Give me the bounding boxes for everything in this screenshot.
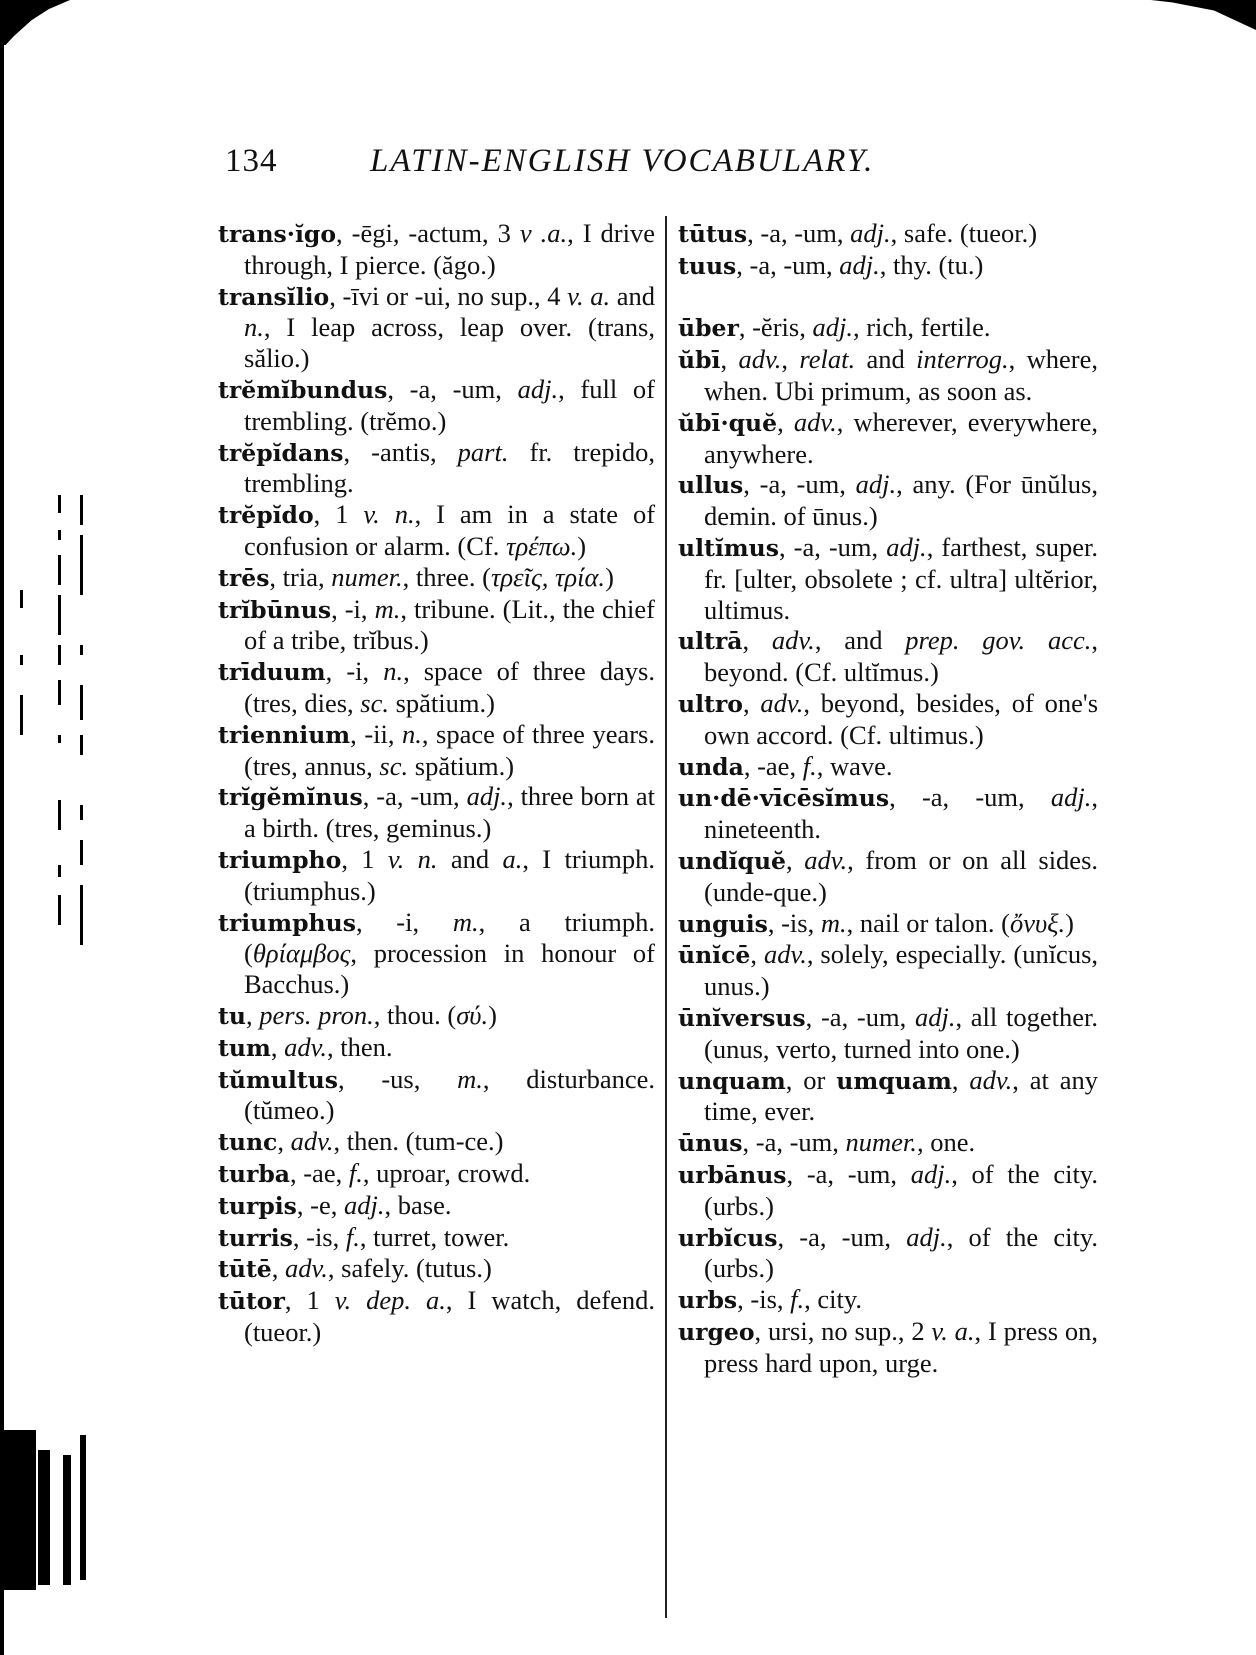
dictionary-entry [678, 751, 1098, 783]
definition-text: , tria, [269, 561, 332, 592]
headword: turba [218, 1159, 290, 1188]
definition-text: , -is, [292, 1221, 346, 1252]
grammar-abbrev: adj. [914, 1001, 956, 1032]
definition-text: , [781, 344, 800, 375]
dictionary-entry [678, 218, 1098, 250]
grammar-abbrev: f. [345, 1221, 360, 1252]
dictionary-entry [218, 281, 655, 374]
headword: trĭgĕmĭnus [218, 783, 363, 812]
column-divider [665, 216, 667, 1618]
running-title: LATIN-ENGLISH VOCABULARY. [370, 143, 875, 179]
grammar-abbrev: adj. [906, 1221, 947, 1252]
definition-text: , three born at a birth. (tres, geminus.) [244, 781, 655, 844]
left-column [218, 218, 655, 1348]
dictionary-entry [218, 656, 655, 719]
definition-text: , [245, 999, 260, 1030]
definition-text: , safely. (tutus.) [327, 1253, 492, 1284]
headword: triumpho [218, 845, 342, 874]
grammar-abbrev: τρεῖς, τρία. [490, 561, 606, 592]
right-column [678, 218, 1098, 1378]
headword: urbs [678, 1286, 738, 1315]
headword: tūtē [218, 1255, 272, 1284]
grammar-abbrev: τρέπω. [506, 530, 578, 561]
definition-text: , [720, 344, 739, 375]
headword: triumphus [218, 908, 356, 937]
dictionary-entry [678, 1159, 1098, 1222]
headword: ŭbī·quĕ [678, 408, 778, 437]
headword-variant: umquam [836, 1066, 952, 1095]
definition-text: , a triumph. ( [244, 906, 655, 969]
dictionary-entry [678, 688, 1098, 751]
dictionary-entry [218, 1032, 655, 1064]
definition-text: , -ae, [743, 750, 803, 781]
headword: urbānus [678, 1160, 787, 1189]
grammar-abbrev: adv. [793, 406, 837, 437]
headword: trīduum [218, 658, 326, 687]
definition-text: , -a, -um, [747, 218, 851, 248]
scan-edge-left [0, 40, 4, 1655]
grammar-abbrev: numer. [331, 561, 403, 592]
definition-text: , of the city. (urbs.) [704, 1221, 1099, 1284]
definition-text: , full of trembling. (trĕmo.) [244, 373, 655, 436]
dictionary-entry [678, 845, 1098, 908]
dictionary-entry [218, 907, 655, 1000]
definition-text: , [777, 406, 794, 437]
headword: undĭquĕ [678, 846, 786, 875]
definition-text: , -a, -um, [786, 1158, 911, 1189]
grammar-abbrev: interrog. [916, 344, 1009, 375]
definition-text: ) [1065, 907, 1074, 938]
grammar-abbrev: f. [348, 1157, 363, 1188]
definition-text: , -a, -um, [742, 1127, 846, 1158]
definition-text: , -i, [325, 656, 384, 687]
grammar-abbrev: adj. [855, 469, 897, 500]
dictionary-entry [218, 1126, 655, 1158]
dictionary-entry [678, 407, 1098, 470]
grammar-abbrev: v. a. [567, 280, 611, 311]
headword: unda [678, 752, 744, 781]
headword: ūber [678, 314, 739, 343]
bleed-through-marks [50, 495, 100, 955]
dictionary-entry [678, 1284, 1098, 1316]
definition-text: , one. [916, 1127, 976, 1158]
dictionary-entry [218, 218, 655, 281]
dictionary-entry [678, 782, 1098, 845]
dictionary-entry [218, 719, 655, 782]
dictionary-entry [218, 1253, 655, 1285]
definition-text: , wherever, everywhere, anywhere. [704, 406, 1098, 469]
grammar-abbrev: adv. [763, 939, 807, 970]
grammar-abbrev: v .a. [519, 218, 568, 248]
definition-text: and [437, 843, 503, 874]
definition-text: , -a, -um, [889, 782, 1051, 813]
grammar-abbrev: sc. [379, 750, 409, 781]
headword: ūnĭcē [678, 941, 751, 970]
definition-text: , I press on, press hard upon, urge. [704, 1315, 1098, 1378]
grammar-abbrev: m. [457, 1063, 483, 1094]
definition-text: , thou. ( [373, 999, 457, 1030]
scan-shadow-top-left [0, 0, 70, 45]
definition-text: , -i, [331, 593, 375, 624]
dictionary-entry [678, 1065, 1098, 1128]
grammar-abbrev: adj. [839, 249, 880, 280]
grammar-abbrev: pers. pron. [259, 999, 374, 1030]
headword: urbĭcus [678, 1223, 778, 1252]
definition-text: , -us, [338, 1063, 458, 1094]
definition-text: , city. [804, 1284, 863, 1315]
headword: ūnĭversus [678, 1003, 806, 1032]
grammar-abbrev: adv. [284, 1031, 327, 1062]
definition-text: , and [814, 625, 906, 656]
grammar-abbrev: adj. [886, 531, 927, 562]
definition-text: , -a, -um, [736, 249, 840, 280]
definition-text: , thy. (tu.) [879, 249, 984, 280]
definition-text: , [951, 1064, 970, 1095]
definition-text: spătium.) [408, 750, 515, 781]
headword: trēs [218, 563, 270, 592]
definition-text: ) [605, 561, 614, 592]
dictionary-entry [678, 1002, 1098, 1065]
grammar-abbrev: m. [452, 906, 479, 937]
headword: tuus [678, 251, 737, 280]
grammar-abbrev: n. [402, 718, 422, 749]
definition-text: , turret, tower. [359, 1221, 510, 1252]
dictionary-entry [218, 1190, 655, 1222]
definition-text: , I drive through, I pierce. (ăgo.) [244, 218, 656, 280]
grammar-abbrev: adv. [771, 625, 815, 656]
headword: unquam [678, 1066, 786, 1095]
headword: tum [218, 1033, 271, 1062]
dictionary-entry [218, 594, 655, 657]
grammar-abbrev: σύ. [456, 999, 489, 1030]
definition-text: , solely, especially. (unĭcus, unus.) [704, 939, 1099, 1002]
grammar-abbrev: adj. [517, 373, 559, 404]
headword: ultĭmus [678, 533, 779, 562]
definition-text: , uproar, crowd. [362, 1157, 531, 1188]
dictionary-entry [218, 374, 655, 437]
definition-text: , [750, 939, 764, 970]
grammar-abbrev: n. [244, 312, 264, 343]
headword: ultro [678, 689, 743, 718]
definition-text: , 1 [313, 499, 364, 530]
definition-text: , beyond, besides, of one's own accord. (Cf. ultimus.) [704, 687, 1099, 750]
definition-text: , -ae, [289, 1157, 349, 1188]
grammar-abbrev: adv. [804, 844, 848, 875]
grammar-abbrev: m. [820, 907, 847, 938]
grammar-abbrev: adj. [344, 1189, 385, 1220]
definition-text: , ursi, no sup., 2 [754, 1315, 932, 1346]
definition-text: , [786, 844, 805, 875]
definition-text: , then. (tum-ce.) [333, 1126, 504, 1157]
definition-text: , space of three days. (tres, dies, [244, 656, 655, 718]
dictionary-entry [678, 312, 1098, 344]
headword: ullus [678, 471, 744, 500]
definition-text: , space of three years. (tres, annus, [244, 718, 655, 781]
definition-text: , -a, -um, [778, 531, 887, 562]
definition-text: , [277, 1126, 291, 1157]
grammar-abbrev: ὄνυξ. [1010, 907, 1066, 938]
dictionary-entry [678, 1222, 1098, 1285]
definition-text: , [742, 687, 761, 718]
definition-text: , -a, -um, [387, 373, 518, 404]
grammar-abbrev: prep. gov. acc. [905, 625, 1092, 656]
definition-text: , -antis, [343, 436, 458, 467]
headword: trĕpĭdans [218, 438, 344, 467]
dictionary-entry [678, 908, 1098, 940]
dictionary-entry [218, 1222, 655, 1254]
definition-text: , disturbance. (tŭmeo.) [244, 1063, 656, 1126]
definition-text: , 1 [284, 1285, 335, 1316]
definition-text: , farthest, super. fr. [ulter, obsolete ; cf. ultra] ultĕrior, ultimus. [704, 531, 1098, 625]
grammar-abbrev: adj. [850, 218, 891, 248]
definition-text: , -ii, [350, 718, 403, 749]
grammar-abbrev: adv. [285, 1253, 328, 1284]
headword: trĕpĭdo [218, 501, 314, 530]
headword: transĭlio [218, 282, 330, 311]
headword: ultrā [678, 627, 743, 656]
headword: ūnus [678, 1129, 743, 1158]
definition-text: , [271, 1253, 285, 1284]
dictionary-entry [218, 844, 655, 907]
grammar-abbrev: θρίαμβος [252, 938, 351, 969]
dictionary-entry [678, 1316, 1098, 1379]
definition-text: , nail or talon. ( [846, 907, 1010, 938]
grammar-abbrev: m. [374, 593, 401, 624]
definition-text: , -a, -um, [743, 469, 856, 500]
definition-text: , -is, [737, 1284, 791, 1315]
definition-text: and [610, 280, 656, 311]
dictionary-entry [678, 469, 1098, 532]
definition-text: , rich, fertile. [852, 312, 991, 343]
grammar-abbrev: adv. [290, 1126, 334, 1157]
dictionary-entry [218, 781, 655, 844]
dictionary-entry [678, 939, 1098, 1002]
definition-text: , [270, 1031, 285, 1062]
definition-text: , -ēgi, -actum, 3 [336, 218, 520, 248]
dictionary-entry [218, 1158, 655, 1190]
definition-text: , procession in honour of Bacchus.) [244, 938, 655, 1000]
headword: tŭmultus [218, 1065, 338, 1094]
dictionary-entry [218, 1064, 655, 1127]
grammar-abbrev: v. a. [931, 1315, 975, 1346]
definition-text: , wave. [816, 750, 893, 781]
definition-text: ) [577, 530, 587, 561]
definition-text: , [742, 625, 772, 656]
grammar-abbrev: part. [457, 436, 509, 467]
definition-text: , from or on all sides. (unde-que.) [704, 844, 1099, 907]
grammar-abbrev: adj. [910, 1158, 952, 1189]
definition-text: , -a, -um, [805, 1001, 915, 1032]
grammar-abbrev: numer. [845, 1127, 917, 1158]
headword: unguis [678, 909, 768, 938]
definition-text: , 1 [341, 843, 388, 874]
definition-text: , nineteenth. [704, 782, 1098, 845]
definition-text: , -is, [767, 907, 821, 938]
headword: tu [218, 1001, 246, 1030]
dictionary-entry [218, 437, 655, 500]
headword: triennium [218, 720, 351, 749]
definition-text: fr. trepido, trembling. [244, 436, 655, 499]
grammar-abbrev: f. [802, 750, 817, 781]
grammar-abbrev: relat. [799, 344, 856, 375]
definition-text: , base. [384, 1189, 452, 1220]
headword: tūtor [218, 1287, 285, 1316]
grammar-abbrev: adv. [738, 344, 782, 375]
dictionary-entry [678, 625, 1098, 688]
headword: trĭbūnus [218, 595, 332, 624]
grammar-abbrev: adv. [969, 1064, 1013, 1095]
definition-text: , I watch, defend. (tueor.) [244, 1285, 655, 1347]
headword: trĕmĭbundus [218, 375, 388, 404]
headword: tūtus [678, 220, 748, 248]
definition-text: , -i, [355, 906, 453, 937]
definition-text: , I triumph. (triumphus.) [244, 843, 656, 906]
definition-text: , -īvi or -ui, no sup., 4 [329, 280, 568, 311]
grammar-abbrev: a. [502, 843, 523, 874]
headword: turpis [218, 1191, 297, 1220]
grammar-abbrev: n. [383, 656, 404, 687]
grammar-abbrev: v. n. [387, 843, 438, 874]
definition-text: and [855, 344, 917, 375]
headword: ŭbī [678, 346, 721, 375]
definition-text: , where, when. Ubi primum, as soon as. [704, 344, 1099, 406]
headword: turris [218, 1223, 293, 1252]
headword: urgeo [678, 1317, 755, 1346]
grammar-abbrev: f. [790, 1284, 805, 1315]
grammar-abbrev: adj. [1050, 782, 1092, 813]
definition-text: , at any time, ever. [704, 1064, 1099, 1127]
dictionary-entry [678, 250, 1098, 282]
dictionary-entry [678, 532, 1098, 625]
definition-text: , then. [326, 1031, 393, 1062]
grammar-abbrev: adv. [760, 687, 804, 718]
headword: un·dē·vīcēsĭmus [678, 784, 890, 813]
definition-text: , -ĕris, [738, 312, 813, 343]
definition-text: , tribune. (Lit., the chief of a tribe, trĭbus.) [244, 593, 656, 656]
grammar-abbrev: adj. [812, 312, 853, 343]
definition-text: ) [488, 999, 497, 1030]
definition-text: , beyond. (Cf. ultĭmus.) [704, 625, 1098, 688]
dictionary-entry [678, 344, 1098, 407]
definition-text: , -a, -um, [777, 1221, 907, 1252]
definition-text: , of the city. (urbs.) [704, 1158, 1098, 1221]
dictionary-entry [218, 1285, 655, 1348]
dictionary-entry [678, 1127, 1098, 1159]
dictionary-entry [218, 1000, 655, 1032]
page-number: 134 [225, 143, 278, 179]
dictionary-entry [218, 562, 655, 594]
definition-text: , -e, [296, 1189, 345, 1220]
scan-shadow-top-right [1151, 0, 1256, 30]
definition-text: , any. (For ūnŭlus, demin. of ūnus.) [704, 469, 1098, 532]
grammar-abbrev: v. n. [363, 499, 415, 530]
grammar-abbrev: sc. [360, 687, 389, 718]
entry-gap [678, 282, 1098, 313]
definition-text: , three. ( [402, 561, 491, 592]
definition-text: , safe. (tueor.) [890, 218, 1038, 248]
grammar-abbrev: adj. [466, 781, 508, 812]
scan-bleed-blot [0, 1420, 90, 1590]
definition-text: , all together. (unus, verto, turned into one.) [704, 1001, 1098, 1064]
dictionary-entry [218, 499, 655, 562]
definition-text: spătium.) [388, 687, 495, 718]
definition-text: , I am in a state of confusion or alarm. (Cf. [244, 499, 656, 561]
definition-text: , I leap across, leap over. (trans, sălio.) [244, 312, 655, 374]
grammar-abbrev: v. dep. a. [334, 1285, 446, 1316]
headword: tunc [218, 1128, 278, 1157]
definition-text: , -a, -um, [362, 781, 467, 812]
headword: trans·ĭgo [218, 220, 336, 248]
definition-text: , or [785, 1064, 837, 1095]
